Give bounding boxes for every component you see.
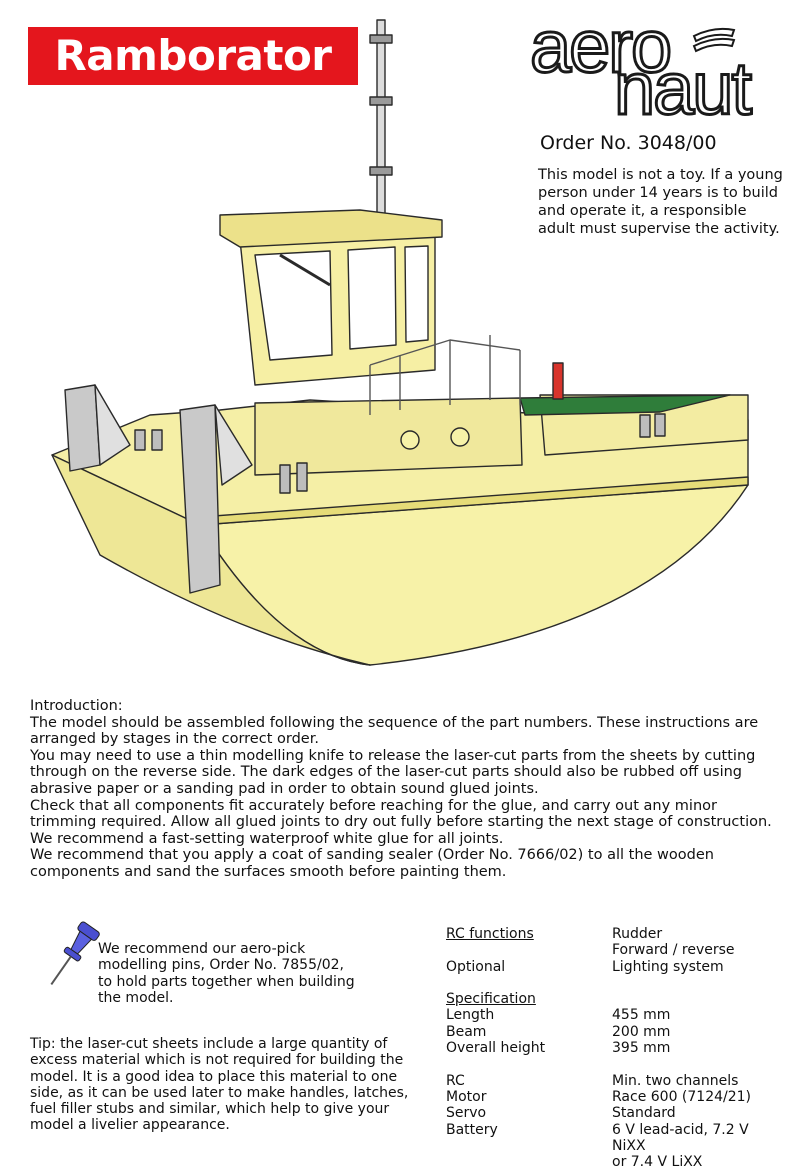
beam-value: 200 mm	[612, 1023, 671, 1040]
intro-heading: Introduction:	[30, 698, 123, 714]
battery-value-2: or 7.4 V LiXX	[612, 1154, 703, 1171]
rc-label: RC	[446, 1072, 465, 1089]
servo-label: Servo	[446, 1105, 487, 1122]
pushpin-icon	[40, 918, 100, 994]
intro-paragraph-1: The model should be assembled following the sequence of the part numbers. These instructions are arranged by stages in the correct order.	[30, 714, 759, 748]
servo-value: Standard	[612, 1105, 676, 1122]
brand-aero: aero	[530, 5, 671, 88]
rc-functions-value-2: Forward / reverse	[612, 942, 735, 959]
pin-recommendation: We recommend our aero-pick modelling pins, Order No. 7855/02, to hold parts together when building the model.	[98, 941, 355, 1006]
beam-label: Beam	[446, 1023, 487, 1040]
height-value: 395 mm	[612, 1040, 671, 1057]
motor-value: Race 600 (7124/21)	[612, 1088, 752, 1105]
introduction	[30, 698, 782, 881]
laser-sheet-tip: Tip: the laser-cut sheets include a large quantity of excess material which is not required for building the model. It is a good idea to place this material to one side, as it can be used later to make handles, latches, fuel filler stubs and similar, which help to give your model a livelier appearance.	[30, 1036, 409, 1134]
boat-illustration	[40, 15, 770, 675]
rc-functions-label: RC functions	[446, 926, 534, 942]
battery-label: Battery	[446, 1121, 498, 1138]
height-label: Overall height	[446, 1040, 546, 1057]
specification-heading: Specification	[446, 991, 536, 1008]
brand-naut: naut	[614, 47, 751, 130]
optional-value: Lighting system	[612, 958, 724, 975]
length-value: 455 mm	[612, 1007, 671, 1024]
intro-paragraph-3: Check that all components fit accurately before reaching for the glue, and carry out any minor trimming required. Allow all glued joints to dry out fully before starting the next stage of construction. We recommend a fast-setting waterproof white glue for all joints.	[30, 797, 772, 847]
optional-label: Optional	[446, 958, 506, 975]
battery-value-1: 6 V lead-acid, 7.2 V NiXX	[612, 1121, 749, 1154]
order-number: Order No. 3048/00	[540, 132, 717, 154]
intro-paragraph-2: You may need to use a thin modelling knife to release the laser-cut parts from the sheets by cutting through on the reverse side. The dark edges of the laser-cut parts should also be rubbed off using abrasive paper or a sanding pad in order to obtain sound glued joints.	[30, 747, 756, 797]
rc-functions-value-1: Rudder	[612, 926, 663, 942]
age-warning: This model is not a toy. If a young person under 14 years is to build and operate it, a responsible adult must supervise the activity.	[538, 167, 783, 237]
rc-value: Min. two channels	[612, 1072, 739, 1089]
logo-text: Ramborator	[54, 31, 332, 80]
motor-label: Motor	[446, 1088, 487, 1105]
length-label: Length	[446, 1007, 495, 1024]
intro-paragraph-4: We recommend that you apply a coat of sanding sealer (Order No. 7666/02) to all the wooden components and sand the surfaces smooth before painting them.	[30, 847, 714, 880]
specifications	[446, 926, 786, 1170]
